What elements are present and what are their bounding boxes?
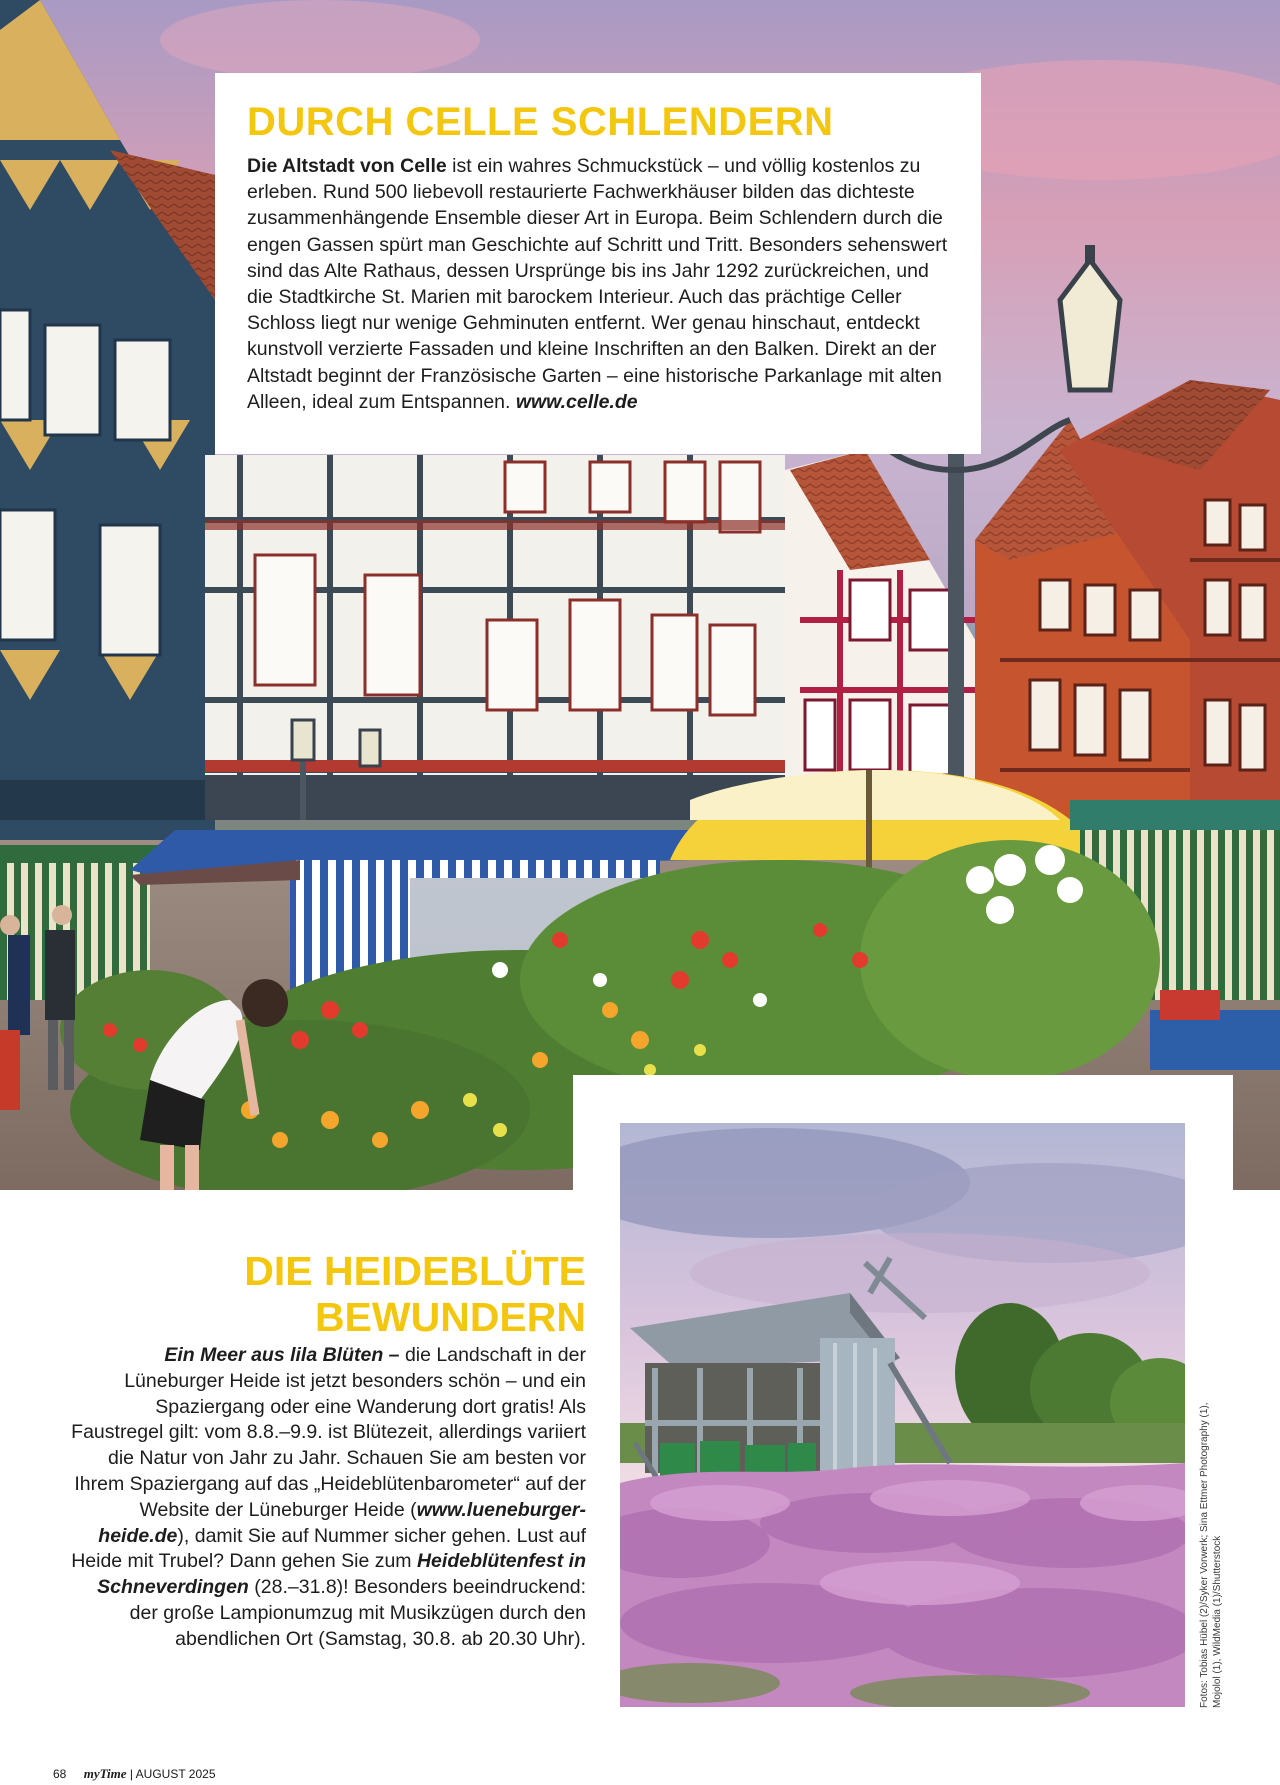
heide-lead: Ein Meer aus lila Blüten – — [164, 1344, 400, 1366]
photo-credit-line2: Mojolol (1), WildMedia (1)/Shutterstock — [1212, 1535, 1223, 1708]
celle-headline: DURCH CELLE SCHLENDERN — [247, 100, 834, 144]
celle-article-box — [215, 73, 981, 454]
magazine-brand-logo: myTime — [83, 1766, 127, 1781]
heide-landscape-photo — [620, 1123, 1185, 1707]
heide-body-text — [66, 1343, 586, 1653]
celle-body-text — [247, 153, 951, 415]
page-footer — [53, 1766, 216, 1782]
celle-lead: Die Altstadt von Celle — [247, 155, 447, 177]
heide-body-1: die Landschaft in der Lüneburger Heide ist jetzt besonders schön – und ein Spaziergang oder eine Wanderung dort gratis! Als Faustregel gilt: vom 8.8.–9.9. ist Blütezeit, allerdings variiert die Natur von Jahr zu Jahr. Schauen Sie am besten vor Ihrem Spaziergang auf das „Heideblütenbarometer“ auf der Website der Lüneburger Heide ( — [71, 1344, 586, 1521]
issue-label: | AUGUST 2025 — [129, 1767, 216, 1781]
celle-body: ist ein wahres Schmuckstück – und völlig kostenlos zu erleben. Rund 500 liebevoll restaurierte Fachwerkhäuser bilden das dichteste zusammenhängende Ensemble dieser Art in Europa. Beim Schlendern durch die engen Gassen spürt man Geschichte auf Schritt und Tritt. Besonders sehenswert sind das Alte Rathaus, dessen Ursprünge bis ins Jahr 1292 zurückreichen, und die Stadtkirche St. Marien mit barockem Interieur. Auch das prächtige Celler Schloss liegt nur wenige Gehminuten entfernt. Wer genau hinschaut, entdeckt kunstvoll verzierte Fassaden und kleine Inschriften an den Balken. Direkt an der Altstadt beginnt der Französische Garten – eine historische Parkanlage mit alten Alleen, ideal zum Entspannen. — [247, 155, 948, 413]
heide-photo-illustration — [620, 1123, 1185, 1707]
heide-event: Heideblütenfest in Schneverdingen — [97, 1550, 586, 1599]
heide-link[interactable]: www.lueneburger-heide.de — [98, 1498, 586, 1547]
heide-headline — [166, 1248, 586, 1340]
heide-title-line1: DIE HEIDEBLÜTE — [244, 1248, 586, 1294]
celle-link[interactable]: www.celle.de — [515, 390, 638, 413]
heide-body-3: (28.–31.8)! Besonders beeindruckend: der große Lampionumzug mit Musikzügen durch den abendlichen Ort (Samstag, 30.8. ab 20.30 Uhr). — [129, 1576, 586, 1650]
page-number: 68 — [53, 1767, 67, 1781]
photo-credit — [1198, 1288, 1224, 1708]
heide-title-line2: BEWUNDERN — [314, 1294, 586, 1340]
photo-credit-line1: Fotos: Tobias Hübel (2)/Syker Vorwerk; Sina Ettmer Photography (1), — [1199, 1402, 1210, 1708]
heide-body-2: ), damit Sie auf Nummer sicher gehen. Lust auf Heide mit Trubel? Dann gehen Sie zum — [71, 1524, 586, 1573]
